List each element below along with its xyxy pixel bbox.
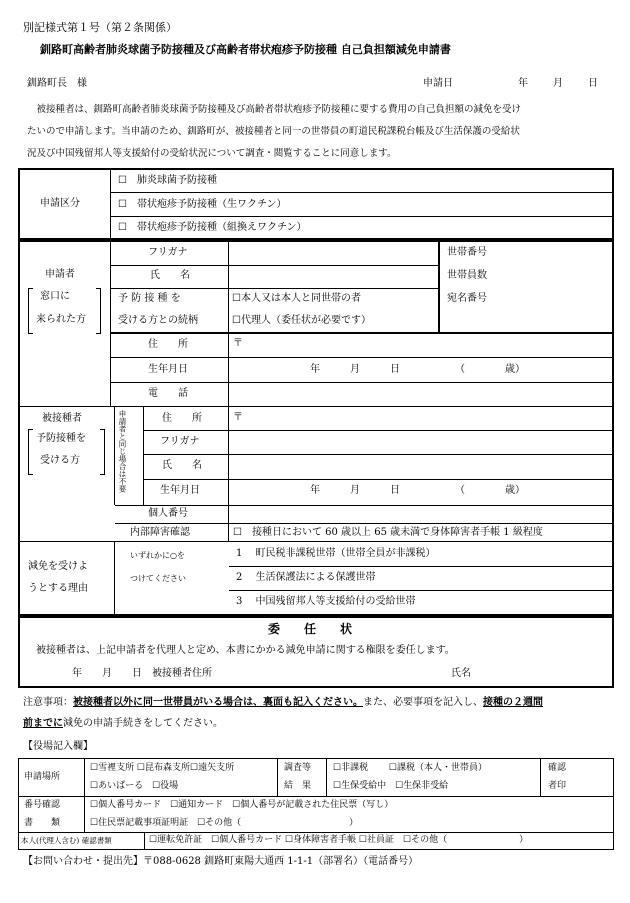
applicant-sub-1: 窓口に <box>40 291 70 302</box>
office-id-line[interactable]: ☐運転免許証 ☐個人番号カード ☐身体障害者手帳 ☐社員証 ☐その他（ ） <box>149 835 529 845</box>
household-number-label: 世帯番号 <box>447 247 487 258</box>
disability-checkbox[interactable]: ☐ 接種日において 60 歳以上 65 歳未満で身体障害者手帳 1 級程度 <box>233 527 543 538</box>
recipient-sub-1: 予防接種を <box>36 433 86 444</box>
applicant-furigana-label: フリガナ <box>148 247 188 258</box>
office-heading: 【役場記入欄】 <box>23 741 93 752</box>
office-confirm-label-1: 確認 <box>548 763 567 773</box>
office-place-line-1[interactable]: ☐雪裡支所 ☐昆布森支所☐遠矢支所 <box>90 763 235 773</box>
applicant-relation-label-1: 予 防 接 種 を <box>118 293 181 304</box>
office-survey-label-2: 結 果 <box>284 781 312 791</box>
my-number-label: 個人番号 <box>148 508 188 519</box>
form-number: 別記様式第１号（第２条関係） <box>23 21 177 34</box>
recipient-name-field[interactable] <box>229 455 613 478</box>
recipient-furigana-label: フリガナ <box>160 436 200 447</box>
recipient-same-note: 申請者と同じ場合は不要 <box>118 410 127 493</box>
intro-line-2: たいので申請します。当申請のため、釧路町が、被接種者と同一の世帯員の町道民税課税台帳及び生活保護の受給状 <box>27 126 520 137</box>
apply-date-label: 申請日 <box>423 78 453 89</box>
reason-option-2[interactable]: 2 生活保護法による保護世帯 <box>236 572 376 583</box>
recipient-address-label: 住 所 <box>162 413 202 424</box>
delegation-title: 委 任 状 <box>268 622 353 636</box>
applicant-phone-label: 電 話 <box>148 388 188 399</box>
reason-label-1: 減免を受けよ <box>28 561 88 572</box>
household-count-label: 世帯員数 <box>447 270 487 281</box>
reason-option-1[interactable]: 1 町民税非課税世帯（世帯全員が非課税） <box>236 548 436 559</box>
applicant-phone-field[interactable] <box>229 383 613 405</box>
category-option-shingles-recombinant[interactable]: ☐ 帯状疱疹予防接種（組換えワクチン） <box>118 222 307 233</box>
addressee: 釧路町長 様 <box>27 78 87 89</box>
my-number-field[interactable] <box>229 506 613 522</box>
notes-underline-2: 接種の２週間 <box>483 697 543 708</box>
notes-underline-1: 被接種者以外に同一世帯員がいる場合は、裏面も記入ください。 <box>73 697 363 708</box>
delegation-name-label[interactable]: 氏名 <box>451 668 471 679</box>
office-survey-line-1[interactable]: ☐非課税 ☐課税（本人・世帯員） <box>333 763 487 773</box>
recipient-label: 被接種者 <box>42 413 82 424</box>
applicant-birth-value[interactable]: 年 月 日 （ 歳） <box>310 364 525 375</box>
applicant-name-label: 氏 名 <box>150 270 190 281</box>
reason-label-2: うとする理由 <box>28 583 88 594</box>
intro-line-3: 況及び中国残留邦人等支援給付の受給状況について調査・閲覧することに同意します。 <box>27 148 397 159</box>
disability-label: 内部障害確認 <box>130 527 190 538</box>
notes-line-2 <box>23 719 223 729</box>
footer-contact-label: 【お問い合わせ・提出先】 <box>23 856 143 867</box>
notes-prefix: 注意事項： <box>23 697 73 708</box>
recipient-birth-value[interactable]: 年 月 日 （ 歳） <box>310 485 525 496</box>
relation-option-self[interactable]: ☐本人又は本人と同世帯の者 <box>232 293 361 304</box>
notes-line-1 <box>23 698 543 708</box>
notes-mid: また、必要事項を記入し、 <box>363 697 483 708</box>
applicant-name-field[interactable] <box>229 266 437 288</box>
office-id-label: 本人(代理人含む) 確認書類 <box>21 836 112 845</box>
applicant-sub-2: 来られた方 <box>36 314 86 325</box>
apply-date-year: 年 <box>518 78 528 89</box>
office-place-line-2[interactable]: ☐あいぱーる ☐役場 <box>90 781 179 791</box>
delegation-text: 被接種者は、上記申請者を代理人と定め、本書にかかる減免申請に関する権限を委任します。 <box>36 645 455 656</box>
recipient-name-label: 氏 名 <box>162 460 202 471</box>
footer-contact <box>23 857 418 867</box>
apply-date-day: 日 <box>588 78 598 89</box>
relation-option-agent[interactable]: ☐代理人（委任状が必要です） <box>232 315 371 326</box>
applicant-label: 申請者 <box>45 269 75 280</box>
intro-line-1: 被接種者は、釧路町高齢者肺炎球菌予防接種及び高齢者帯状疱疹予防接種に要する費用の自己負担額の減免を受け <box>27 104 522 115</box>
applicant-address-label: 住 所 <box>148 339 188 350</box>
apply-date-month: 月 <box>553 78 563 89</box>
recipient-furigana-field[interactable] <box>229 431 613 453</box>
applicant-postal-mark[interactable]: 〒 <box>233 338 243 349</box>
form-title: 釧路町高齢者肺炎球菌予防接種及び高齢者帯状疱疹予防接種 自己負担額減免申請書 <box>40 43 451 56</box>
office-docs-line-2[interactable]: ☐住民票記載事項証明証 ☐その他（ ） <box>90 818 359 828</box>
reason-hint-2: つけてください <box>130 574 186 583</box>
office-confirm-label-2: 者印 <box>548 781 567 791</box>
office-survey-label-1: 調査等 <box>284 763 312 773</box>
category-option-shingles-live[interactable]: ☐ 帯状疱疹予防接種（生ワクチン） <box>118 199 287 210</box>
applicant-relation-label-2: 受ける方との続柄 <box>118 315 198 326</box>
office-docs-label-1: 番号確認 <box>24 800 61 810</box>
addressee-number-label: 宛名番号 <box>447 293 487 304</box>
delegation-date-address[interactable]: 年 月 日 被接種者住所 <box>72 668 212 679</box>
office-place-label: 申請場所 <box>24 772 61 782</box>
notes-underline-3: 前までに <box>23 718 63 729</box>
applicant-furigana-field[interactable] <box>229 242 437 264</box>
category-option-pneumococcal[interactable]: ☐ 肺炎球菌予防接種 <box>118 175 217 186</box>
category-box <box>18 168 614 240</box>
reason-hint-1: いずれかに○を <box>130 551 185 560</box>
category-label: 申請区分 <box>40 198 80 209</box>
recipient-sub-2: 受ける方 <box>40 455 80 466</box>
notes-tail: 減免の申請手続きをしてください。 <box>63 718 223 729</box>
office-docs-line-1[interactable]: ☐個人番号カード ☐通知カード ☐個人番号が記載された住民票（写し） <box>90 800 394 810</box>
applicant-birth-label: 生年月日 <box>148 364 188 375</box>
office-survey-line-2[interactable]: ☐生保受給中 ☐生保非受給 <box>333 781 449 791</box>
recipient-postal-mark[interactable]: 〒 <box>233 412 243 423</box>
footer-contact-address: 〒088-0628 釧路町東陽大通西 1-1-1（部署名）（電話番号） <box>143 856 419 867</box>
reason-option-3[interactable]: 3 中国残留邦人等支援給付の受給世帯 <box>236 596 416 607</box>
recipient-birth-label: 生年月日 <box>160 485 200 496</box>
office-docs-label-2: 書 類 <box>24 818 61 828</box>
